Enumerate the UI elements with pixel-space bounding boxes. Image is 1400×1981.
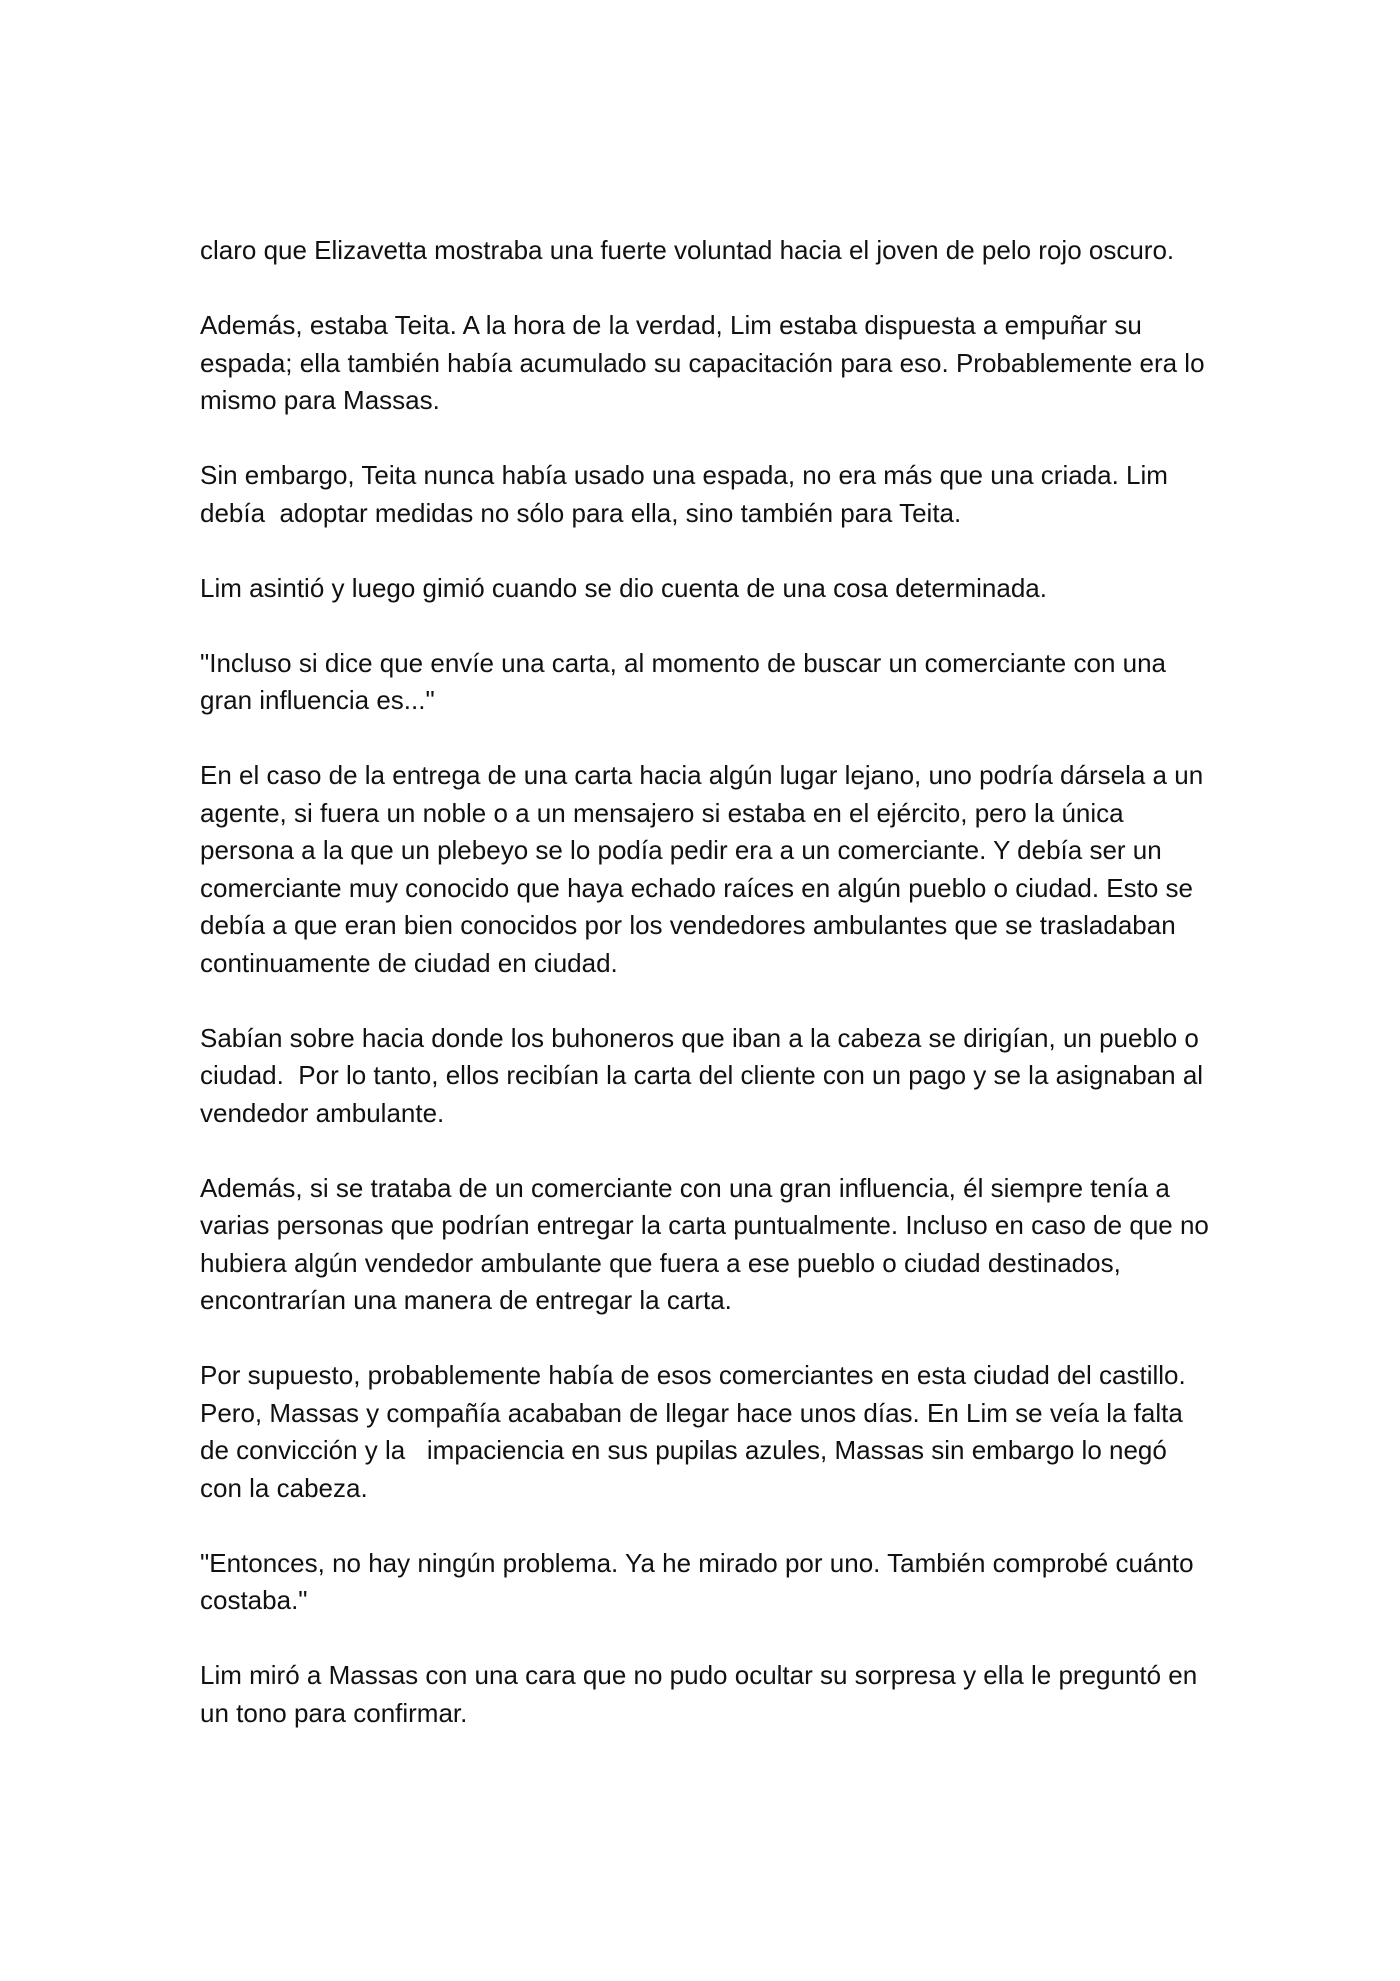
paragraph: claro que Elizavetta mostraba una fuerte voluntad hacia el joven de pelo rojo oscuro. — [200, 235, 1175, 265]
paragraph: Además, estaba Teita. A la hora de la verdad, Lim estaba dispuesta a empuñar su espada; ella también había acumulado su capacitación para eso. Probablemente era lo mismo para Massas. — [200, 310, 1212, 415]
paragraph: Sabían sobre hacia donde los buhoneros que iban a la cabeza se dirigían, un pueblo o ciudad. Por lo tanto, ellos recibían la carta del cliente con un pago y se la asignaban al vendedor ambulante. — [200, 1022, 1211, 1128]
document-body — [200, 232, 1217, 1770]
paragraph: Lim miró a Massas con una cara que no pudo ocultar su sorpresa y ella le preguntó en un tono para confirmar. — [200, 1660, 1205, 1728]
paragraph: En el caso de la entrega de una carta hacia algún lugar lejano, uno podría dársela a un agente, si fuera un noble o a un mensajero si estaba en el ejército, pero la única persona a la que un plebeyo se lo podía pedir era a un comerciante. Y debía ser un comerciante muy conocido que haya echado raíces en algún pueblo o ciudad. Esto se debía a que eran bien conocidos por los vendedores ambulantes que se trasladaban continuamente de ciudad en ciudad. — [200, 760, 1211, 978]
paragraph: "Entonces, no hay ningún problema. Ya he mirado por uno. También comprobé cuánto costaba." — [200, 1547, 1201, 1615]
paragraph: Por supuesto, probablemente había de esos comerciantes en esta ciudad del castillo. Pero, Massas y compañía acababan de llegar hace unos días. En Lim se veía la falta de convicción y la impaciencia en sus pupilas azules, Massas sin embargo lo negó con la cabeza. — [200, 1360, 1193, 1503]
paragraph: Sin embargo, Teita nunca había usado una espada, no era más que una criada. Lim debía adoptar medidas no sólo para ella, sino también para Teita. — [200, 460, 1176, 528]
paragraph: "Incluso si dice que envíe una carta, al momento de buscar un comerciante con una gran influencia es..." — [200, 647, 1174, 715]
paragraph: Además, si se trataba de un comerciante con una gran influencia, él siempre tenía a varias personas que podrían entregar la carta puntualmente. Incluso en caso de que no hubiera algún vendedor ambulante que fuera a ese pueblo o ciudad destinados, encontrarían una manera de entregar la carta. — [200, 1172, 1217, 1315]
paragraph: Lim asintió y luego gimió cuando se dio cuenta de una cosa determinada. — [200, 572, 1047, 603]
